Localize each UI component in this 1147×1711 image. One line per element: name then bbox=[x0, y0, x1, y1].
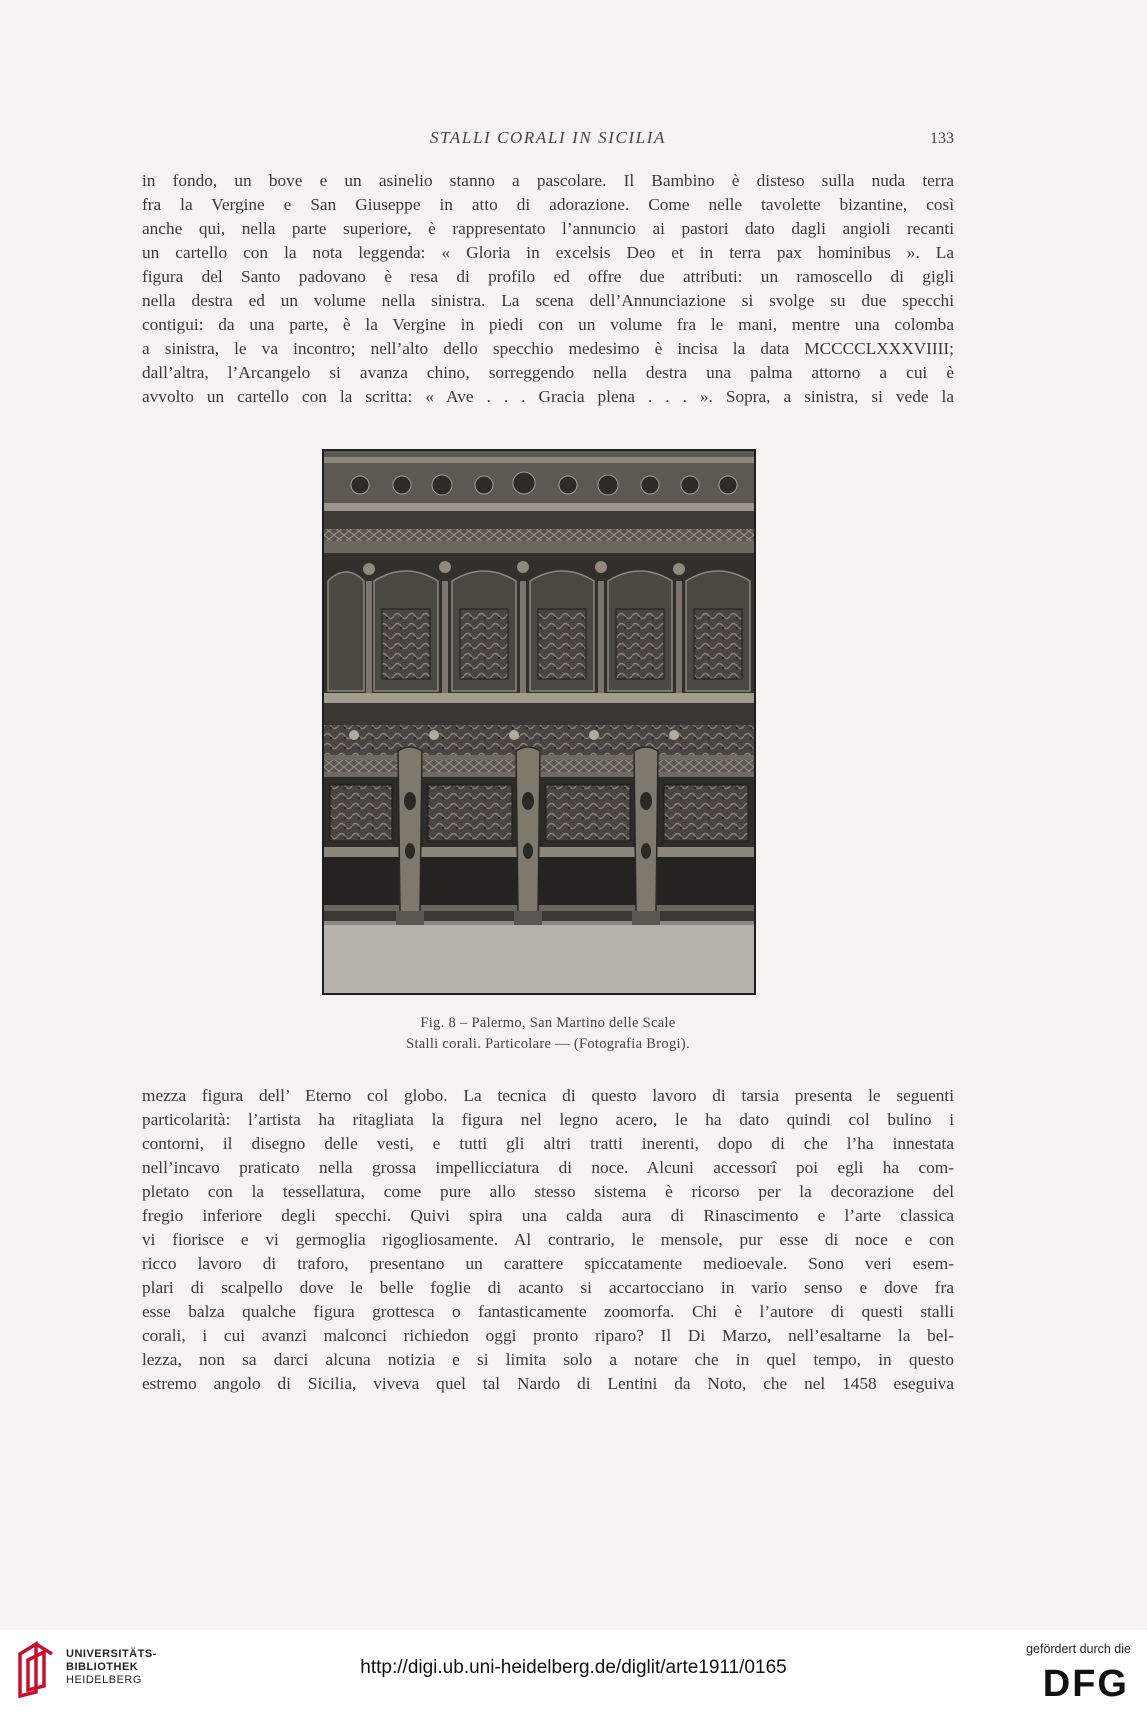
digitization-footer bbox=[0, 1630, 1147, 1711]
text-line: avvolto un cartello con la scritta: « Ave . . . Gracia plena . . . ». Sopra, a sinistra, si vede la bbox=[142, 387, 954, 406]
paragraph-bottom bbox=[142, 1084, 954, 1396]
text-line: pletato con la tessellatura, come pure allo stesso sistema è ricorso per la decorazione del bbox=[142, 1182, 954, 1201]
figure-caption bbox=[142, 1013, 954, 1055]
text-line: estremo angolo di Sicilia, viveva quel tal Nardo di Lentini da Noto, che nel 1458 eseguiva bbox=[142, 1374, 954, 1393]
text-line: in fondo, un bove e un asinelio stanno a pascolare. Il Bambino è disteso sulla nuda terra bbox=[142, 171, 954, 190]
paragraph-top bbox=[142, 169, 954, 409]
text-line: nella destra ed un volume nella sinistra. La scena dell’Annunciazione si svolge su due specchi bbox=[142, 291, 954, 310]
text-line: plari di scalpello dove le belle foglie di acanto si accartocciano in vario senso e dove fra bbox=[142, 1278, 954, 1297]
library-name-line: HEIDELBERG bbox=[66, 1674, 142, 1686]
library-name-line: BIBLIOTHEK bbox=[66, 1661, 139, 1673]
text-line: lezza, non sa darci alcuna notizia e si limita solo a notare che in quel tempo, in questo bbox=[142, 1350, 954, 1369]
sponsor-label: gefördert durch die bbox=[1026, 1642, 1131, 1656]
library-name-line: UNIVERSITÄTS- bbox=[66, 1648, 157, 1660]
dfg-logo: DFG bbox=[1042, 1663, 1129, 1705]
text-line: nell’incavo praticato nella grossa impellicciatura di noce. Alcuni accessorî poi egli ha com- bbox=[142, 1158, 954, 1177]
text-line: corali, i cui avanzi malconci richiedon oggi pronto riparo? Il Di Marzo, nell’esaltarne la bel- bbox=[142, 1326, 954, 1345]
caption-line: Fig. 8 – Palermo, San Martino delle Scale bbox=[420, 1015, 676, 1031]
running-title: STALLI CORALI IN SICILIA bbox=[430, 128, 666, 147]
text-line: particolarità: l’artista ha ritagliata la figura nel legno acero, le ha dato quindi col bulino i bbox=[142, 1110, 954, 1129]
figure-choir-stalls-photo bbox=[322, 449, 756, 995]
text-line: ricco lavoro di traforo, presentano un carattere spiccatamente medioevale. Sono veri esem- bbox=[142, 1254, 954, 1273]
text-line: esse balza qualche figura grottesca o fantasticamente zoomorfa. Chi è l’autore di questi stalli bbox=[142, 1302, 954, 1321]
text-line: contigui: da una parte, è la Vergine in piedi con un volume fra le mani, mentre una colomba bbox=[142, 315, 954, 334]
text-line: a sinistra, le va incontro; nell’alto dello specchio medesimo è incisa la data MCCCCLXXXVIIII; bbox=[142, 339, 954, 358]
page-number: 133 bbox=[930, 130, 954, 147]
carved-choir-stalls-image bbox=[324, 451, 754, 993]
text-line: vi fiorisce e vi germoglia rigogliosamente. Al contrario, le mensole, pur esse di noce e con bbox=[142, 1230, 954, 1249]
running-head bbox=[142, 128, 954, 158]
text-line: figura del Santo padovano è resa di profilo ed offre due attributi: un ramoscello di gigli bbox=[142, 267, 954, 286]
permalink-url[interactable]: http://digi.ub.uni-heidelberg.de/diglit/arte1911/0165 bbox=[360, 1657, 787, 1678]
text-line: fra la Vergine e San Giuseppe in atto di adorazione. Come nelle tavolette bizantine, così bbox=[142, 195, 954, 214]
text-line: un cartello con la nota leggenda: « Gloria in excelsis Deo et in terra pax hominibus ». La bbox=[142, 243, 954, 262]
text-line: fregio inferiore degli specchi. Quivi spira una calda aura di Rinascimento e l’arte classica bbox=[142, 1206, 954, 1225]
text-line: contorni, il disegno delle vesti, e tutti gli altri tratti inerenti, dopo di che l’ha innestata bbox=[142, 1134, 954, 1153]
caption-line: Stalli corali. Particolare — (Fotografia Brogi). bbox=[406, 1036, 690, 1052]
text-line: dall’altra, l’Arcangelo si avanza chino, sorreggendo nella destra una palma attorno a cui è bbox=[142, 363, 954, 382]
text-line: mezza figura dell’ Eterno col globo. La tecnica di questo lavoro di tarsia presenta le seguenti bbox=[142, 1086, 954, 1105]
text-line: anche qui, nella parte superiore, è rappresentato l’annuncio ai pastori dato dagli angioli recanti bbox=[142, 219, 954, 238]
